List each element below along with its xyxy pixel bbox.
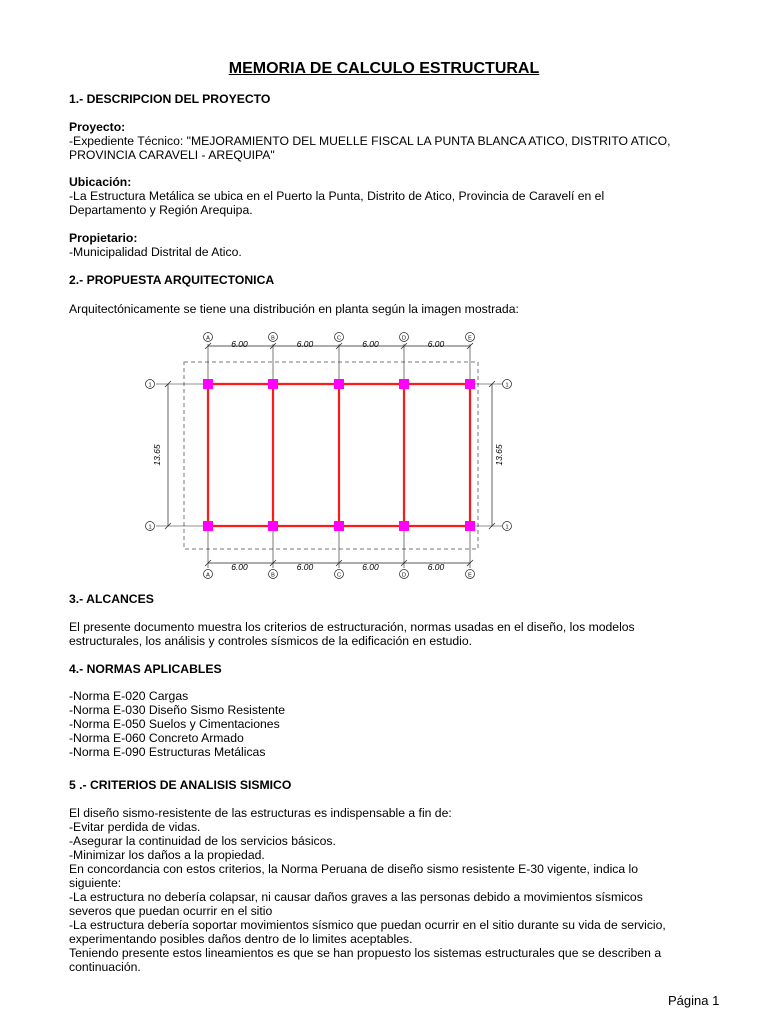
section-5-line: siguiente: bbox=[69, 876, 122, 890]
ubicacion-label: Ubicación: bbox=[69, 175, 132, 189]
section-1-heading: 1.- DESCRIPCION DEL PROYECTO bbox=[69, 92, 271, 106]
column-marker bbox=[399, 521, 409, 531]
section-5-line: El diseño sismo-resistente de las estructuras es indispensable a fin de: bbox=[69, 806, 452, 820]
column-marker bbox=[465, 521, 475, 531]
side-dimension-label: 13.65 bbox=[152, 444, 162, 466]
norm-item: -Norma E-090 Estructuras Metálicas bbox=[69, 745, 266, 759]
section-5-line: -La estructura no debería colapsar, ni causar daños graves a las personas debido a movimientos sísmicos bbox=[69, 890, 643, 904]
propietario-label: Propietario: bbox=[69, 231, 138, 245]
span-dimension-label: 6.00 bbox=[362, 339, 379, 349]
ubicacion-line: Departamento y Región Arequipa. bbox=[69, 203, 253, 217]
proyecto-line: PROVINCIA CARAVELI - AREQUIPA" bbox=[69, 148, 275, 162]
axis-number: 1 bbox=[505, 524, 509, 531]
span-dimension-label: 6.00 bbox=[231, 562, 248, 572]
norm-item: -Norma E-030 Diseño Sismo Resistente bbox=[69, 703, 286, 717]
floor-plan-drawing bbox=[140, 328, 530, 584]
column-marker bbox=[268, 379, 278, 389]
axis-number: 1 bbox=[148, 382, 152, 389]
dashed-outline bbox=[184, 362, 478, 549]
span-dimension-label: 6.00 bbox=[427, 339, 445, 349]
section-5-heading: 5 .- CRITERIOS DE ANALISIS SISMICO bbox=[69, 778, 292, 792]
section-3-text bbox=[69, 620, 729, 648]
axis-letter: C bbox=[337, 572, 341, 579]
span-dimension-label: 6.00 bbox=[231, 339, 248, 349]
column-marker bbox=[334, 521, 344, 531]
section-5-line: severos que puedan ocurrir en el sitio bbox=[69, 904, 273, 918]
section-5-line: -Minimizar los daños a la propiedad. bbox=[69, 848, 265, 862]
page-number: Página 1 bbox=[668, 993, 720, 1008]
axis-letter: C bbox=[337, 335, 341, 342]
axis-letter: A bbox=[206, 572, 210, 579]
proyecto-line: -Expediente Técnico: "MEJORAMIENTO DEL MUELLE FISCAL LA PUNTA BLANCA ATICO, DISTRITO ATICO, bbox=[69, 134, 671, 148]
axis-letter: E bbox=[468, 335, 472, 342]
propietario-block bbox=[69, 231, 729, 259]
span-dimension-label: 6.00 bbox=[427, 562, 445, 572]
side-dimension-label: 13.65 bbox=[494, 444, 504, 466]
section-3-line: El presente documento muestra los criterios de estructuración, normas usadas en el diseño, los modelos bbox=[69, 620, 635, 634]
section-5-line: continuación. bbox=[69, 960, 141, 974]
column-marker bbox=[203, 521, 213, 531]
axis-letter: D bbox=[402, 335, 406, 342]
propietario-line: -Municipalidad Distrital de Atico. bbox=[69, 245, 242, 259]
section-5-line: experimentando posibles daños dentro de lo limites aceptables. bbox=[69, 932, 413, 946]
section-3-heading: 3.- ALCANCES bbox=[69, 592, 154, 606]
section-3-line: estructurales, los análisis y controles sísmicos de la edificación en estudio. bbox=[69, 634, 473, 648]
axis-letter: B bbox=[271, 335, 275, 342]
document-title: MEMORIA DE CALCULO ESTRUCTURAL bbox=[228, 60, 540, 77]
axis-letter: B bbox=[271, 572, 275, 579]
column-marker bbox=[268, 521, 278, 531]
proyecto-block bbox=[69, 120, 729, 162]
span-dimension-label: 6.00 bbox=[362, 562, 379, 572]
column-marker bbox=[334, 379, 344, 389]
axis-letter: E bbox=[468, 572, 472, 579]
section-5-line: -Evitar perdida de vidas. bbox=[69, 820, 201, 834]
norm-item: -Norma E-020 Cargas bbox=[69, 689, 189, 703]
norms-list bbox=[69, 689, 729, 759]
axis-letter: A bbox=[206, 335, 210, 342]
span-dimension-label: 6.00 bbox=[296, 339, 314, 349]
section-4-heading: 4.- NORMAS APLICABLES bbox=[69, 662, 222, 676]
norm-item: -Norma E-050 Suelos y Cimentaciones bbox=[69, 717, 280, 731]
column-marker bbox=[399, 379, 409, 389]
axis-number: 1 bbox=[148, 524, 152, 531]
section-5-line: -La estructura debería soportar movimientos sísmico que puedan ocurrir en el sitio durante su vida de servicio, bbox=[69, 918, 666, 932]
axis-number: 1 bbox=[505, 382, 509, 389]
proyecto-label: Proyecto: bbox=[69, 120, 126, 134]
section-5-line: En concordancia con estos criterios, la Norma Peruana de diseño sismo resistente E-30 vigente, indica lo bbox=[69, 862, 639, 876]
section-2-heading: 2.- PROPUESTA ARQUITECTONICA bbox=[69, 273, 275, 287]
column-marker bbox=[465, 379, 475, 389]
section-5-text bbox=[69, 806, 729, 974]
ubicacion-block bbox=[69, 175, 729, 217]
column-marker bbox=[203, 379, 213, 389]
axis-letter: D bbox=[402, 572, 406, 579]
section-2-text: Arquitectónicamente se tiene una distribución en planta según la imagen mostrada: bbox=[69, 302, 519, 316]
section-5-line: Teniendo presente estos lineamientos es que se han propuesto los sistemas estructurales que se describen a bbox=[69, 946, 662, 960]
ubicacion-line: -La Estructura Metálica se ubica en el Puerto la Punta, Distrito de Atico, Provincia de Caravelí en el bbox=[69, 189, 605, 203]
section-5-line: -Asegurar la continuidad de los servicios básicos. bbox=[69, 834, 336, 848]
norm-item: -Norma E-060 Concreto Armado bbox=[69, 731, 244, 745]
span-dimension-label: 6.00 bbox=[296, 562, 314, 572]
